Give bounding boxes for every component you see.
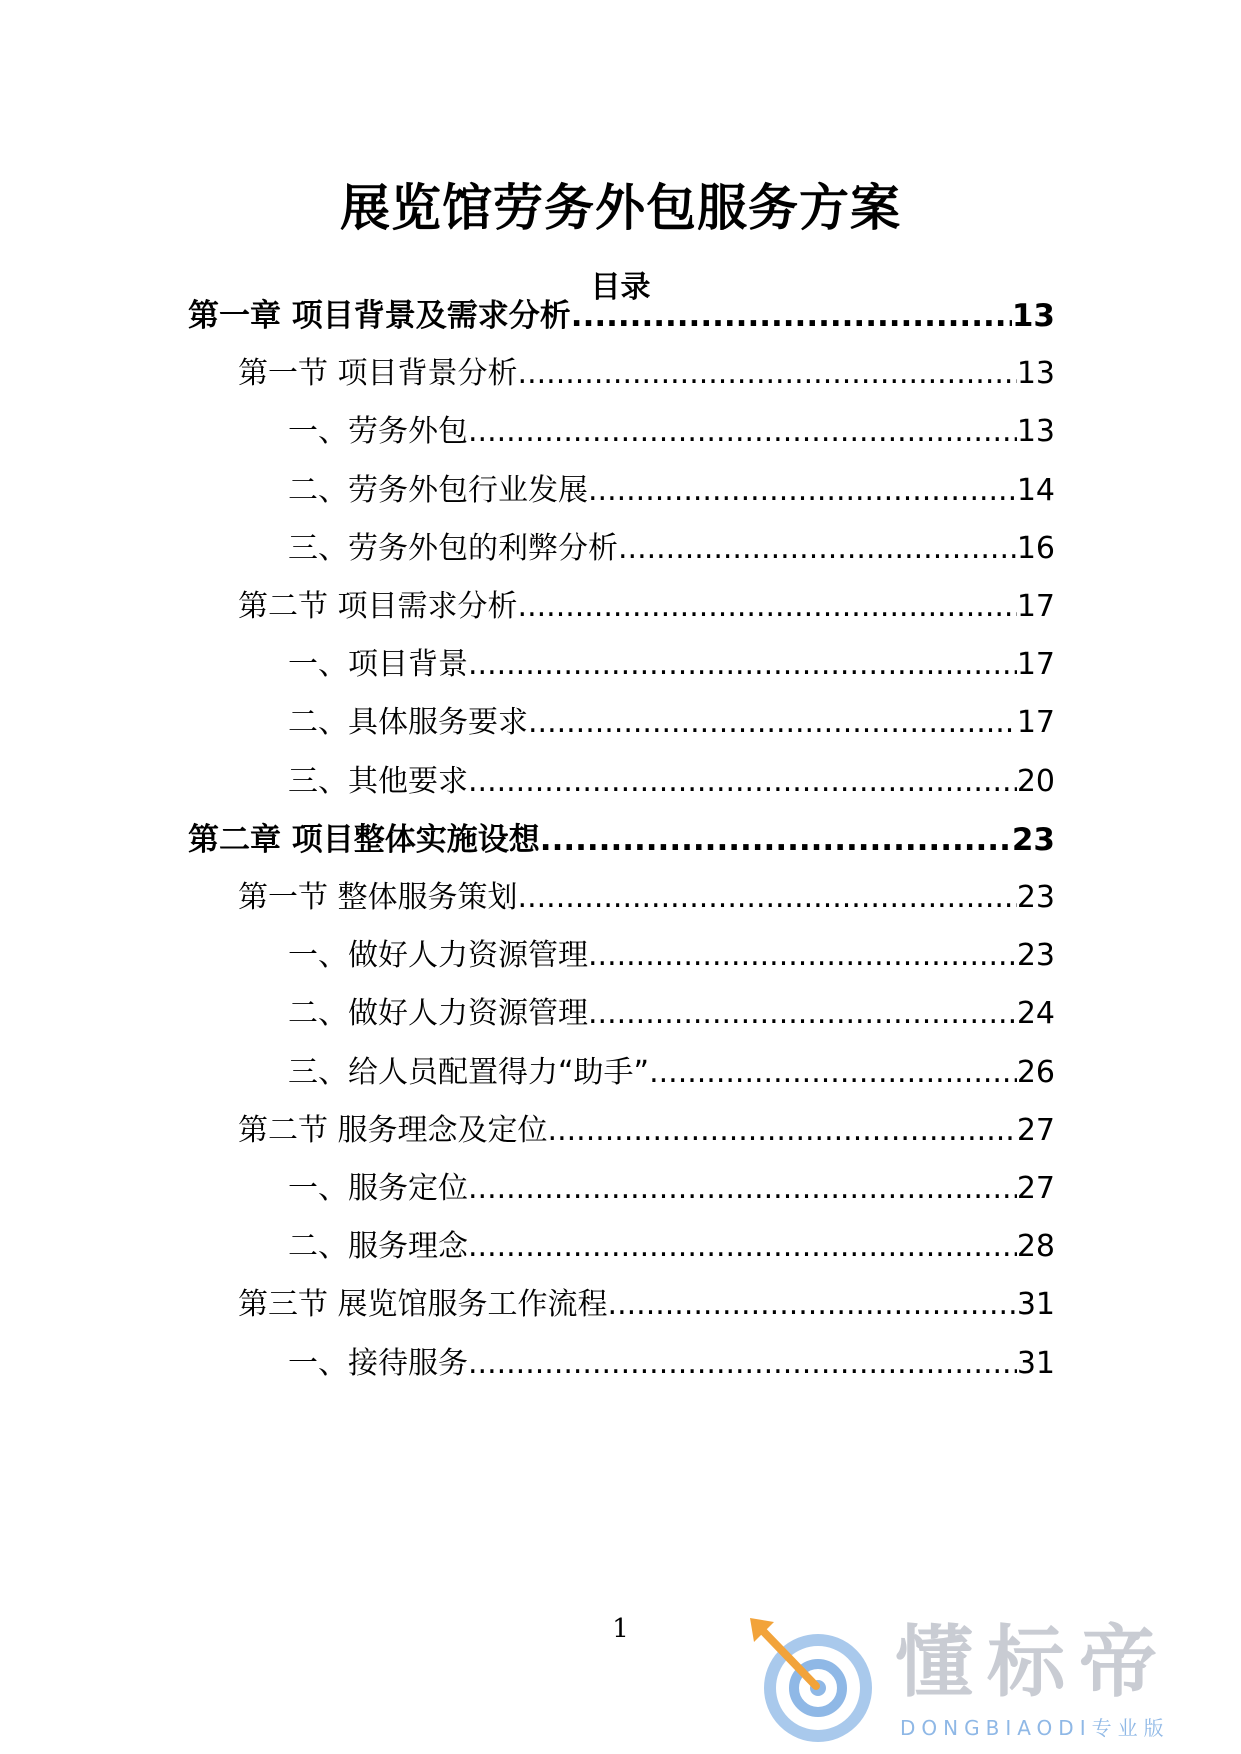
toc-leader-dots bbox=[518, 354, 1017, 394]
toc-entry-text: 一、劳务外包 bbox=[288, 414, 468, 449]
toc-entry-text: 第一章 项目背景及需求分析 bbox=[188, 298, 571, 334]
toc-entry[interactable] bbox=[288, 936, 1055, 976]
toc-entry[interactable] bbox=[288, 762, 1055, 802]
toc-entry-text: 二、服务理念 bbox=[288, 1229, 468, 1264]
toc-entry-page: 31 bbox=[1016, 1346, 1055, 1381]
toc-entry[interactable] bbox=[188, 820, 1055, 860]
toc-entry-page: 13 bbox=[1011, 298, 1055, 334]
toc-heading: 目录 bbox=[590, 270, 651, 305]
toc-entry-page: 17 bbox=[1016, 647, 1055, 682]
toc-entry-page: 13 bbox=[1016, 356, 1055, 391]
toc-leader-dots bbox=[608, 1285, 1017, 1325]
toc-entry[interactable] bbox=[288, 412, 1055, 452]
toc-entry-page: 23 bbox=[1016, 880, 1055, 915]
toc-entry[interactable] bbox=[238, 878, 1055, 918]
toc-entry[interactable] bbox=[238, 587, 1055, 627]
toc-entry-text: 三、其他要求 bbox=[288, 764, 468, 799]
toc-leader-dots bbox=[468, 645, 1017, 685]
toc-leader-dots bbox=[540, 820, 1012, 860]
toc-entry-page: 17 bbox=[1016, 589, 1055, 624]
toc-leader-dots bbox=[528, 703, 1017, 743]
toc-entry-text: 一、服务定位 bbox=[288, 1171, 468, 1206]
watermark-sub-text: DONGBIAODI专业版 bbox=[900, 1716, 1170, 1740]
toc-entry-text: 三、给人员配置得力“助手” bbox=[288, 1055, 650, 1090]
toc-entry-page: 27 bbox=[1016, 1113, 1055, 1148]
toc-leader-dots bbox=[588, 994, 1017, 1034]
toc-entry-page: 27 bbox=[1016, 1171, 1055, 1206]
toc-leader-dots bbox=[588, 471, 1017, 511]
toc-entry[interactable] bbox=[288, 994, 1055, 1034]
toc-entry-text: 第二节 服务理念及定位 bbox=[238, 1113, 548, 1148]
toc-entry[interactable] bbox=[188, 296, 1055, 336]
target-arrow-icon bbox=[740, 1608, 890, 1748]
toc-entry[interactable] bbox=[238, 1111, 1055, 1151]
toc-entry-page: 31 bbox=[1016, 1287, 1055, 1322]
toc-entry[interactable] bbox=[288, 1053, 1055, 1093]
toc-leader-dots bbox=[618, 529, 1017, 569]
toc-leader-dots bbox=[468, 1227, 1017, 1267]
toc-entry-page: 16 bbox=[1016, 531, 1055, 566]
toc-entry[interactable] bbox=[288, 645, 1055, 685]
toc-entry[interactable] bbox=[288, 1169, 1055, 1209]
toc-leader-dots bbox=[468, 1344, 1017, 1384]
toc-entry-page: 28 bbox=[1016, 1229, 1055, 1264]
toc-entry-text: 第一节 整体服务策划 bbox=[238, 880, 518, 915]
toc-leader-dots bbox=[468, 762, 1017, 802]
toc-entry-page: 17 bbox=[1016, 705, 1055, 740]
toc-entry[interactable] bbox=[238, 354, 1055, 394]
toc-entry-text: 第二节 项目需求分析 bbox=[238, 589, 518, 624]
toc-entry-text: 二、劳务外包行业发展 bbox=[288, 473, 588, 508]
toc-leader-dots bbox=[468, 412, 1017, 452]
toc-entry-text: 一、项目背景 bbox=[288, 647, 468, 682]
toc-entry-text: 第二章 项目整体实施设想 bbox=[188, 822, 540, 858]
toc-entry-text: 二、做好人力资源管理 bbox=[288, 996, 588, 1031]
toc-leader-dots bbox=[649, 1053, 1017, 1093]
toc-leader-dots bbox=[571, 296, 1012, 336]
toc-entry-page: 13 bbox=[1016, 414, 1055, 449]
toc-entry[interactable] bbox=[288, 1227, 1055, 1267]
toc-leader-dots bbox=[468, 1169, 1017, 1209]
toc-entry-text: 二、具体服务要求 bbox=[288, 705, 528, 740]
toc-entry-page: 23 bbox=[1011, 822, 1055, 858]
toc-entry-text: 一、接待服务 bbox=[288, 1346, 468, 1381]
toc-entry-text: 三、劳务外包的利弊分析 bbox=[288, 531, 618, 566]
toc-entry[interactable] bbox=[238, 1285, 1055, 1325]
watermark-logo bbox=[740, 1608, 1220, 1748]
page-number: 1 bbox=[612, 1614, 629, 1644]
toc-entry-page: 20 bbox=[1016, 764, 1055, 799]
page-title: 展览馆劳务外包服务方案 bbox=[340, 179, 901, 237]
toc-entry-text: 一、做好人力资源管理 bbox=[288, 938, 588, 973]
toc-leader-dots bbox=[518, 587, 1017, 627]
toc-entry-page: 26 bbox=[1016, 1055, 1055, 1090]
toc-leader-dots bbox=[588, 936, 1017, 976]
toc-entry[interactable] bbox=[288, 703, 1055, 743]
toc-entry-text: 第三节 展览馆服务工作流程 bbox=[238, 1287, 608, 1322]
watermark-brand-text: 懂标帝 bbox=[895, 1618, 1172, 1708]
toc-leader-dots bbox=[518, 878, 1017, 918]
toc-entry-page: 23 bbox=[1016, 938, 1055, 973]
toc-entry-page: 24 bbox=[1016, 996, 1055, 1031]
toc-leader-dots bbox=[548, 1111, 1017, 1151]
toc-entry[interactable] bbox=[288, 529, 1055, 569]
toc-entry[interactable] bbox=[288, 471, 1055, 511]
toc-entry-text: 第一节 项目背景分析 bbox=[238, 356, 518, 391]
toc-entry[interactable] bbox=[288, 1344, 1055, 1384]
toc-entry-page: 14 bbox=[1016, 473, 1055, 508]
